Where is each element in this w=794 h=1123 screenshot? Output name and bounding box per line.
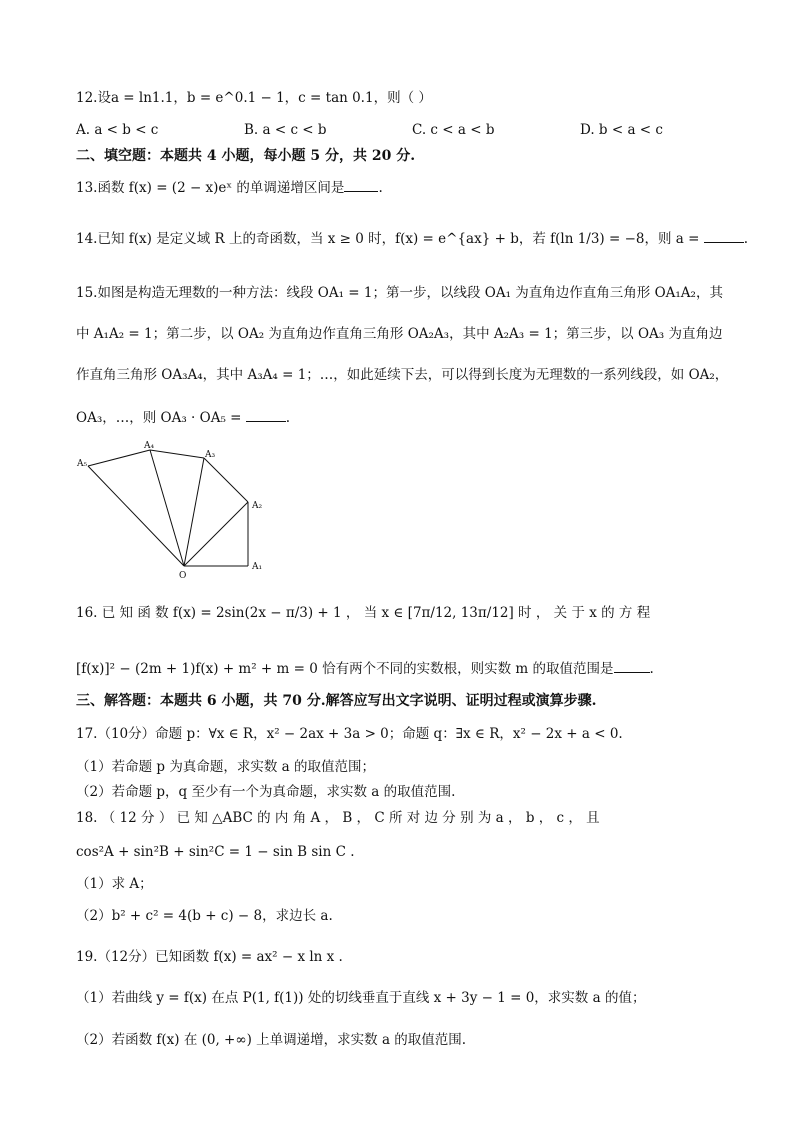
q12-option-a: A. a < b < c	[76, 122, 159, 138]
segment-a4a5	[88, 450, 150, 466]
q19-part-1: （1）若曲线 y = f(x) 在点 P(1, f(1)) 处的切线垂直于直线 x + 3y − 1 = 0，求实数 a 的值；	[76, 990, 646, 1006]
q16-answer-blank	[614, 659, 650, 673]
label-a1: A₁	[252, 562, 263, 572]
q18-part-2: （2）b² + c² = 4(b + c) − 8，求边长 a.	[76, 908, 333, 924]
section-heading-solutions: 三、解答题：本题共 6 小题，共 70 分.解答应写出文字说明、证明过程或演算步骤.	[76, 693, 597, 709]
q12-option-b: B. a < c < b	[244, 122, 327, 138]
q16-line-1: 16. 已 知 函 数 f(x) = 2sin(2x − π/3) + 1 ， 当 x ∈ [7π/12, 13π/12] 时 ， 关 于 x 的 方 程	[76, 605, 651, 621]
q14-answer-blank	[704, 229, 744, 243]
q15-line-4: OA₃，…，则 OA₃ · OA₅ = .	[76, 410, 291, 426]
q17-stem: 17.（10分）命题 p：∀x ∈ R，x² − 2ax + 3a > 0；命题 q：∃x ∈ R，x² − 2x + a < 0.	[76, 726, 623, 742]
q16-line-2: [f(x)]² − (2m + 1)f(x) + m² + m = 0 恰有两个不同的实数根，则实数 m 的取值范围是 .	[76, 661, 654, 677]
q19-stem: 19.（12分）已知函数 f(x) = ax² − x ln x .	[76, 949, 343, 965]
q14-text: 14.已知 f(x) 是定义域 R 上的奇函数，当 x ≥ 0 时，f(x) = e^{ax} + b，若 f(ln 1/3) = −8，则 a =	[76, 231, 700, 247]
q13-text: 13.函数 f(x) = (2 − x)eˣ 的单调递增区间是	[76, 180, 345, 196]
q15-line-4-text: OA₃，…，则 OA₃ · OA₅ =	[76, 410, 242, 426]
q18-stem-2: cos²A + sin²B + sin²C = 1 − sin B sin C .	[76, 844, 355, 860]
q18-stem-1: 18. （ 12 分 ） 已 知 △ABC 的 内 角 A ， B ， C 所 对 边 分 别 为 a ， b ， c ， 且	[76, 810, 600, 826]
label-o: O	[179, 571, 187, 581]
q17-part-2: （2）若命题 p，q 至少有一个为真命题，求实数 a 的取值范围.	[76, 784, 456, 800]
q12-stem: 12.设a = ln1.1，b = e^0.1 − 1，c = tan 0.1，则（ ）	[76, 90, 432, 106]
segment-oa3	[184, 458, 204, 566]
segment-a3a4	[150, 450, 204, 458]
label-a3: A₃	[205, 450, 216, 460]
q13-answer-blank	[344, 178, 378, 192]
q17-part-1: （1）若命题 p 为真命题，求实数 a 的取值范围；	[76, 759, 375, 775]
q15-spiral-figure	[74, 438, 274, 583]
q14-question: 14.已知 f(x) 是定义域 R 上的奇函数，当 x ≥ 0 时，f(x) = e^{ax} + b，若 f(ln 1/3) = −8，则 a = .	[76, 231, 749, 247]
segment-a2a3	[204, 458, 248, 502]
q16-line-2-text: [f(x)]² − (2m + 1)f(x) + m² + m = 0 恰有两个不同的实数根，则实数 m 的取值范围是	[76, 661, 614, 677]
q12-option-c: C. c < a < b	[412, 122, 495, 138]
q15-answer-blank	[246, 408, 286, 422]
label-a2: A₂	[252, 501, 263, 511]
q15-line-2: 中 A₁A₂ = 1；第二步，以 OA₂ 为直角边作直角三角形 OA₂A₃，其中 A₂A₃ = 1；第三步，以 OA₃ 为直角边	[76, 326, 723, 342]
section-heading-fill-in: 二、填空题：本题共 4 小题，每小题 5 分，共 20 分.	[76, 148, 416, 164]
label-a5: A₅	[77, 459, 88, 469]
q15-line-3: 作直角三角形 OA₃A₄，其中 A₃A₄ = 1；…，如此延续下去，可以得到长度为无理数的一系列线段，如 OA₂，	[76, 367, 729, 383]
q15-line-1: 15.如图是构造无理数的一种方法：线段 OA₁ = 1；第一步，以线段 OA₁ 为直角边作直角三角形 OA₁A₂，其	[76, 285, 723, 301]
q12-option-d: D. b < a < c	[580, 122, 663, 138]
q19-part-2: （2）若函数 f(x) 在 (0, +∞) 上单调递增，求实数 a 的取值范围.	[76, 1032, 467, 1048]
q13-question: 13.函数 f(x) = (2 − x)eˣ 的单调递增区间是 .	[76, 180, 383, 196]
q18-part-1: （1）求 A；	[76, 876, 153, 892]
label-a4: A₄	[144, 441, 155, 451]
